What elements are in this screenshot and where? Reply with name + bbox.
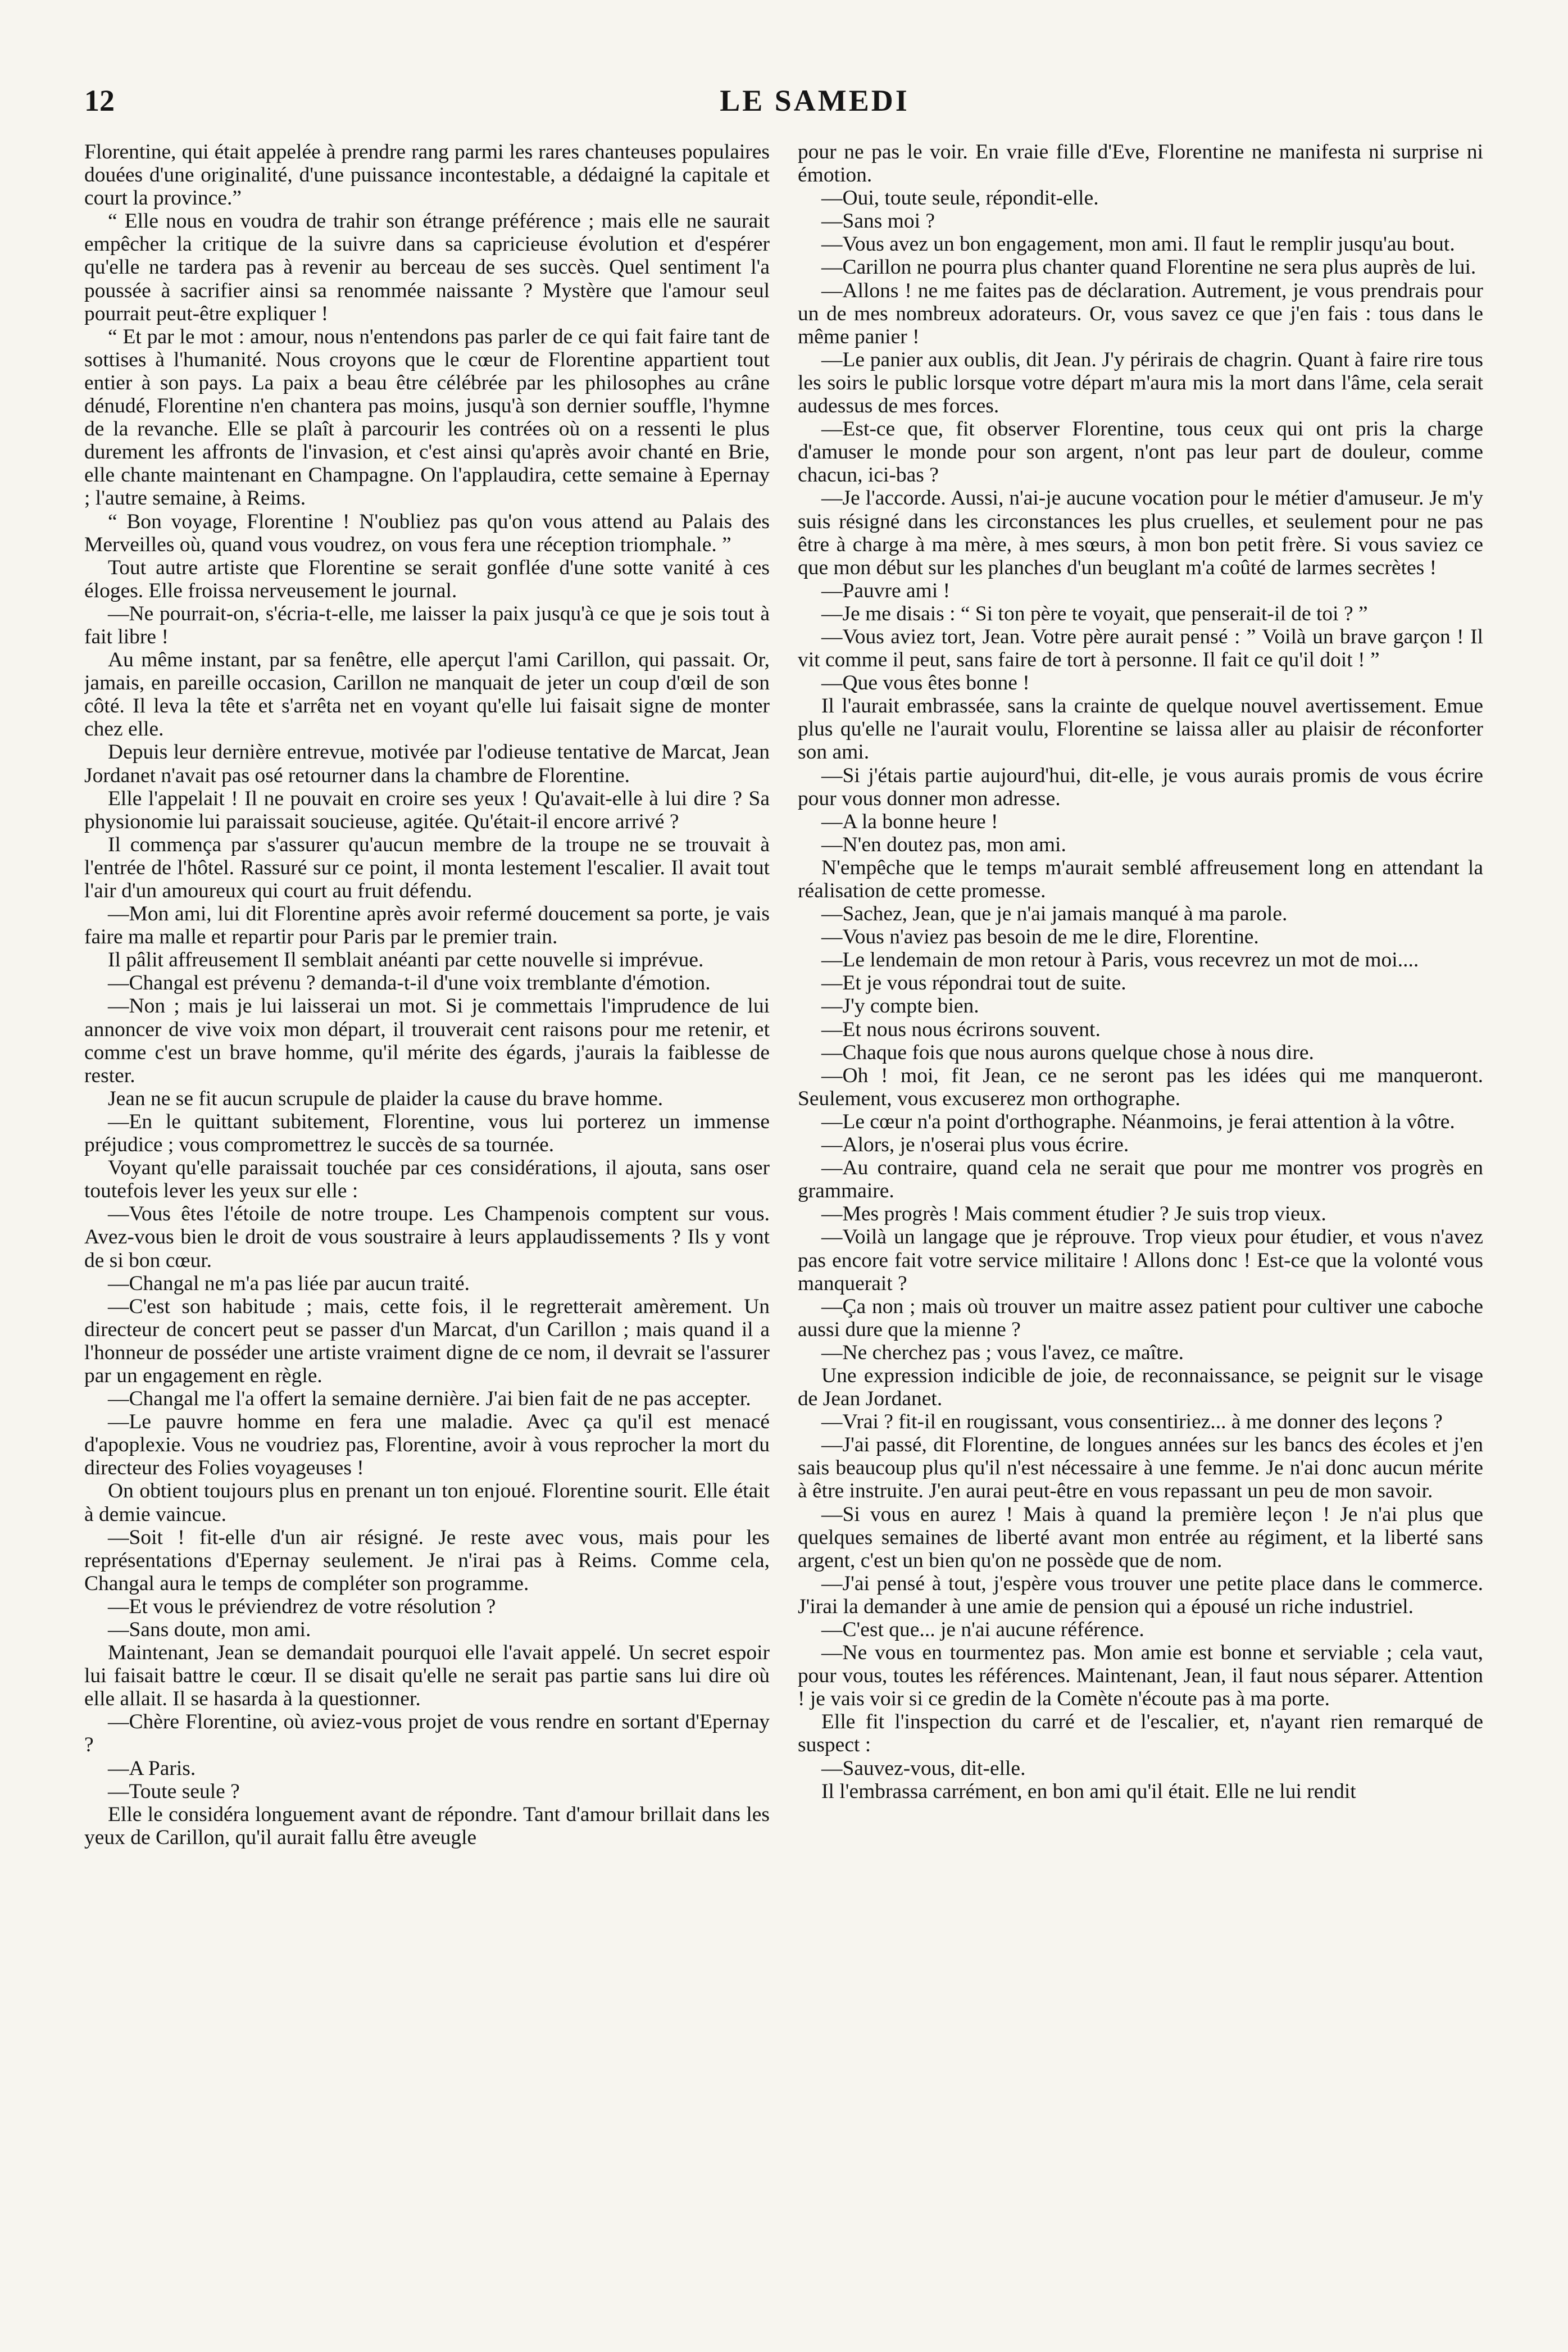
paragraph: —Chère Florentine, où aviez-vous projet de vous rendre en sortant d'Epernay ? xyxy=(84,1710,770,1757)
paragraph: —Le pauvre homme en fera une maladie. Avec ça qu'il est menacé d'apoplexie. Vous ne voudriez pas, Florentine, avoir à vous reprocher la mort du directeur des Folies voyageuses ! xyxy=(84,1410,770,1480)
paragraph: —J'y compte bien. xyxy=(821,995,979,1018)
paragraph: —Allons ! ne me faites pas de déclaration. Autrement, je vous prendrais pour un de mes nombreux adorateurs. Or, vous savez ce que j'en fais : tous dans le même panier ! xyxy=(798,279,1483,348)
paragraph: —Changal ne m'a pas liée par aucun traité. xyxy=(108,1272,470,1295)
paragraph: —Vous aviez tort, Jean. Votre père aurait pensé : ” Voilà un brave garçon ! Il vit comme il peut, sans faire de tort à personne. Il fait ce qu'il doit ! ” xyxy=(798,625,1483,672)
paragraph: —Sachez, Jean, que je n'ai jamais manqué à ma parole. xyxy=(821,902,1288,926)
paragraph: —Soit ! fit-elle d'un air résigné. Je reste avec vous, mais pour les représentations d'Epernay seulement. Je n'irai pas à Reims. Comme cela, Changal aura le temps de compléter son programme. xyxy=(84,1525,770,1595)
paragraph: —Alors, je n'oserai plus vous écrire. xyxy=(821,1133,1129,1157)
paragraph: —Ça non ; mais où trouver un maitre assez patient pour cultiver une caboche aussi dure que la mienne ? xyxy=(798,1295,1483,1341)
paragraph: Une expression indicible de joie, de reconnaissance, se peignit sur le visage de Jean Jordanet. xyxy=(798,1364,1483,1411)
paragraph: Maintenant, Jean se demandait pourquoi elle l'avait appelé. Un secret espoir lui faisait battre le cœur. Il se disait qu'elle ne serait pas partie sans lui dire où elle allait. Il se hasarda à la questionner. xyxy=(84,1641,770,1711)
paragraph: Au même instant, par sa fenêtre, elle aperçut l'ami Carillon, qui passait. Or, jamais, en pareille occasion, Carillon ne manquait de jeter un coup d'œil de son côté. Il leva la tête et s'arrêta net en voyant qu'elle lui faisait signe de monter chez elle. xyxy=(84,648,770,741)
paragraph: —Et je vous répondrai tout de suite. xyxy=(821,971,1126,995)
paragraph: On obtient toujours plus en prenant un ton enjoué. Florentine sourit. Elle était à demie vaincue. xyxy=(84,1479,770,1526)
paragraph: —Mon ami, lui dit Florentine après avoir refermé doucement sa porte, je vais faire ma malle et repartir pour Paris par le premier train. xyxy=(84,902,770,949)
paragraph: —Ne cherchez pas ; vous l'avez, ce maître. xyxy=(821,1341,1184,1364)
paragraph: Voyant qu'elle paraissait touchée par ces considérations, il ajouta, sans oser toutefois lever les yeux sur elle : xyxy=(84,1156,770,1203)
paragraph: —Si vous en aurez ! Mais à quand la première leçon ! Je n'ai plus que quelques semaines de liberté avant mon entrée au régiment, et la liberté sans argent, c'est un bien qu'on ne possède que de nom. xyxy=(798,1502,1483,1572)
paragraph: —J'ai passé, dit Florentine, de longues années sur les bancs des écoles et j'en sais beaucoup plus qu'il n'est nécessaire à une femme. Je n'ai donc aucun mérite à être instruite. J'en aurai peut-être en vous repassant un peu de mon savoir. xyxy=(798,1433,1483,1503)
paragraph: —A Paris. xyxy=(108,1756,196,1780)
paragraph: —Ne pourrait-on, s'écria-t-elle, me laisser la paix jusqu'à ce que je sois tout à fait libre ! xyxy=(84,602,770,648)
paragraph: pour ne pas le voir. En vraie fille d'Eve, Florentine ne manifesta ni surprise ni émotion. xyxy=(798,140,1483,187)
paragraph: Jean ne se fit aucun scrupule de plaider la cause du brave homme. xyxy=(108,1087,663,1110)
paragraph: Tout autre artiste que Florentine se serait gonflée d'une sotte vanité à ces éloges. Elle froissa nerveusement le journal. xyxy=(84,556,770,602)
paragraph: —En le quittant subitement, Florentine, vous lui porterez un immense préjudice ; vous compromettrez le succès de sa tournée. xyxy=(84,1110,770,1157)
paragraph: Il pâlit affreusement Il semblait anéanti par cette nouvelle si imprévue. xyxy=(108,948,704,972)
paragraph: —Vous n'aviez pas besoin de me le dire, Florentine. xyxy=(821,925,1259,949)
paragraph: —J'ai pensé à tout, j'espère vous trouver une petite place dans le commerce. J'irai la demander à une amie de pension qui a épousé un riche industriel. xyxy=(798,1572,1483,1618)
paragraph: —Sans doute, mon ami. xyxy=(108,1618,311,1641)
paragraph: —Vous avez un bon engagement, mon ami. Il faut le remplir jusqu'au bout. xyxy=(821,233,1455,256)
paragraph: Florentine, qui était appelée à prendre rang parmi les rares chanteuses populaires douées d'une originalité, d'une puissance incontestable, a dédaigné la capitale et court la province.” xyxy=(84,140,770,210)
paragraph: —A la bonne heure ! xyxy=(821,810,998,833)
page-number: 12 xyxy=(84,84,115,117)
paragraph: Elle le considéra longuement avant de répondre. Tant d'amour brillait dans les yeux de Carillon, qu'il aurait fallu être aveugle xyxy=(84,1802,770,1849)
paragraph: Elle fit l'inspection du carré et de l'escalier, et, n'ayant rien remarqué de suspect : xyxy=(798,1710,1483,1757)
paragraph: —Chaque fois que nous aurons quelque chose à nous dire. xyxy=(821,1041,1314,1064)
paragraph: —Si j'étais partie aujourd'hui, dit-elle, je vous aurais promis de vous écrire pour vous donner mon adresse. xyxy=(798,764,1483,810)
page-header xyxy=(84,83,1545,128)
paragraph: —Carillon ne pourra plus chanter quand Florentine ne sera plus auprès de lui. xyxy=(821,256,1476,279)
paragraph: —Changal est prévenu ? demanda-t-il d'une voix tremblante d'émotion. xyxy=(108,971,711,995)
paragraph: N'empêche que le temps m'aurait semblé affreusement long en attendant la réalisation de cette promesse. xyxy=(798,856,1483,902)
paragraph: —N'en doutez pas, mon ami. xyxy=(821,833,1066,856)
paragraph: —Pauvre ami ! xyxy=(821,579,951,602)
paragraph: Elle l'appelait ! Il ne pouvait en croire ses yeux ! Qu'avait-elle à lui dire ? Sa physionomie lui paraissait soucieuse, agitée. Qu'était-il encore arrivé ? xyxy=(84,787,770,833)
paragraph: Il l'embrassa carrément, en bon ami qu'il était. Elle ne lui rendit xyxy=(821,1779,1356,1803)
paragraph: —Voilà un langage que je réprouve. Trop vieux pour étudier, et vous n'avez pas encore fait votre service militaire ! Allons donc ! Est-ce que la volonté vous manquerait ? xyxy=(798,1225,1483,1295)
paragraph: “ Et par le mot : amour, nous n'entendons pas parler de ce qui fait faire tant de sottises à l'humanité. Nous croyons que le cœur de Florentine appartient tout entier à son pays. La paix a beau être célébrée par les philosophes au crâne dénudé, Florentine n'en chantera pas moins, jusqu'à son dernier souffle, l'hymne de la revanche. Elle se plaît à parcourir les contrées où on a ressenti le plus durement les affronts de l'invasion, et c'est ainsi qu'après avoir chanté en Brie, elle chante maintenant en Champagne. On l'applaudira, cette semaine à Epernay ; l'autre semaine, à Reims. xyxy=(84,325,770,510)
paragraph: —C'est que... je n'ai aucune référence. xyxy=(821,1618,1144,1641)
paragraph: Depuis leur dernière entrevue, motivée par l'odieuse tentative de Marcat, Jean Jordanet n'avait pas osé retourner dans la chambre de Florentine. xyxy=(84,741,770,787)
paragraph: —Et vous le préviendrez de votre résolution ? xyxy=(108,1595,496,1618)
paragraph: —Le cœur n'a point d'orthographe. Néanmoins, je ferai attention à la vôtre. xyxy=(821,1110,1455,1133)
paragraph: —Que vous êtes bonne ! xyxy=(821,671,1030,695)
paragraph: —Sans moi ? xyxy=(821,210,935,233)
paragraph: —Et nous nous écrirons souvent. xyxy=(821,1018,1101,1041)
paragraph: —Est-ce que, fit observer Florentine, tous ceux qui ont pris la charge d'amuser le monde pour son argent, n'ont pas leur part de douleur, comme chacun, ici-bas ? xyxy=(798,417,1483,487)
paragraph: —Sauvez-vous, dit-elle. xyxy=(821,1756,1026,1780)
paragraph: “ Elle nous en voudra de trahir son étrange préférence ; mais elle ne saurait empêcher la critique de la suivre dans sa capricieuse évolution et d'espérer qu'elle ne tardera pas à revenir au berceau de ses succès. Quel sentiment l'a poussée à sacrifier ainsi sa renommée naissante ? Mystère que l'amour seul pourrait peut-être expliquer ! xyxy=(84,210,770,325)
paragraph: —Au contraire, quand cela ne serait que pour me montrer vos progrès en grammaire. xyxy=(798,1156,1483,1203)
paragraph: —Ne vous en tourmentez pas. Mon amie est bonne et serviable ; cela vaut, pour vous, toutes les références. Maintenant, Jean, il faut nous séparer. Attention ! je vais voir si ce gredin de la Comète n'écoute pas à ma porte. xyxy=(798,1641,1483,1711)
paragraph: —Le panier aux oublis, dit Jean. J'y périrais de chagrin. Quant à faire rire tous les soirs le public lorsque votre départ m'aura mis la mort dans l'âme, cela serait audessus de mes forces. xyxy=(798,348,1483,418)
left-column xyxy=(84,140,770,2309)
paragraph: Il commença par s'assurer qu'aucun membre de la troupe ne se trouvait à l'entrée de l'hôtel. Rassuré sur ce point, il monta lestement l'escalier. Il avait tout l'air d'un amoureux qui court au fruit défendu. xyxy=(84,833,770,902)
paragraph: —Je l'accorde. Aussi, n'ai-je aucune vocation pour le métier d'amuseur. Je m'y suis résigné dans les circonstances les plus cruelles, et seulement pour ne pas être à charge à ma mère, à mes sœurs, à mon bon petit frère. Si vous saviez ce que mon début sur les planches d'un beuglant m'a coûté de larmes secrètes ! xyxy=(798,487,1483,579)
right-column xyxy=(798,140,1483,2309)
paragraph: —C'est son habitude ; mais, cette fois, il le regretterait amèrement. Un directeur de concert peut se passer d'un Marcat, d'un Carillon ; mais quand il a l'honneur de posséder une artiste vraiment digne de ce nom, il devrait se l'assurer par un engagement en règle. xyxy=(84,1295,770,1387)
paragraph: —Toute seule ? xyxy=(108,1779,240,1803)
paragraph: —Oui, toute seule, répondit-elle. xyxy=(821,187,1099,210)
paragraph: —Oh ! moi, fit Jean, ce ne seront pas les idées qui me manqueront. Seulement, vous excuserez mon orthographe. xyxy=(798,1064,1483,1110)
running-title: LE SAMEDI xyxy=(720,84,910,117)
paragraph: Il l'aurait embrassée, sans la crainte de quelque nouvel avertissement. Emue plus qu'elle ne l'aurait voulu, Florentine se laissa aller au plaisir de réconforter son ami. xyxy=(798,694,1483,764)
paragraph: —Changal me l'a offert la semaine dernière. J'ai bien fait de ne pas accepter. xyxy=(108,1387,751,1411)
paragraph: —Vous êtes l'étoile de notre troupe. Les Champenois comptent sur vous. Avez-vous bien le droit de vous soustraire à leurs applaudissements ? Ils y vont de si bon cœur. xyxy=(84,1202,770,1272)
paragraph: “ Bon voyage, Florentine ! N'oubliez pas qu'on vous attend au Palais des Merveilles où, quand vous voudrez, on vous fera une réception triomphale. ” xyxy=(84,510,770,556)
paragraph: —Mes progrès ! Mais comment étudier ? Je suis trop vieux. xyxy=(821,1202,1326,1226)
paragraph: —Je me disais : “ Si ton père te voyait, que penserait-il de toi ? ” xyxy=(821,602,1368,625)
paragraph: —Le lendemain de mon retour à Paris, vous recevrez un mot de moi.... xyxy=(821,948,1419,972)
paragraph: —Non ; mais je lui laisserai un mot. Si je commettais l'imprudence de lui annoncer de vive voix mon départ, il trouverait cent raisons pour me retenir, et comme c'est un brave homme, qu'il mérite des égards, j'aurais la faiblesse de rester. xyxy=(84,995,770,1087)
paragraph: —Vrai ? fit-il en rougissant, vous consentiriez... à me donner des leçons ? xyxy=(821,1410,1443,1434)
